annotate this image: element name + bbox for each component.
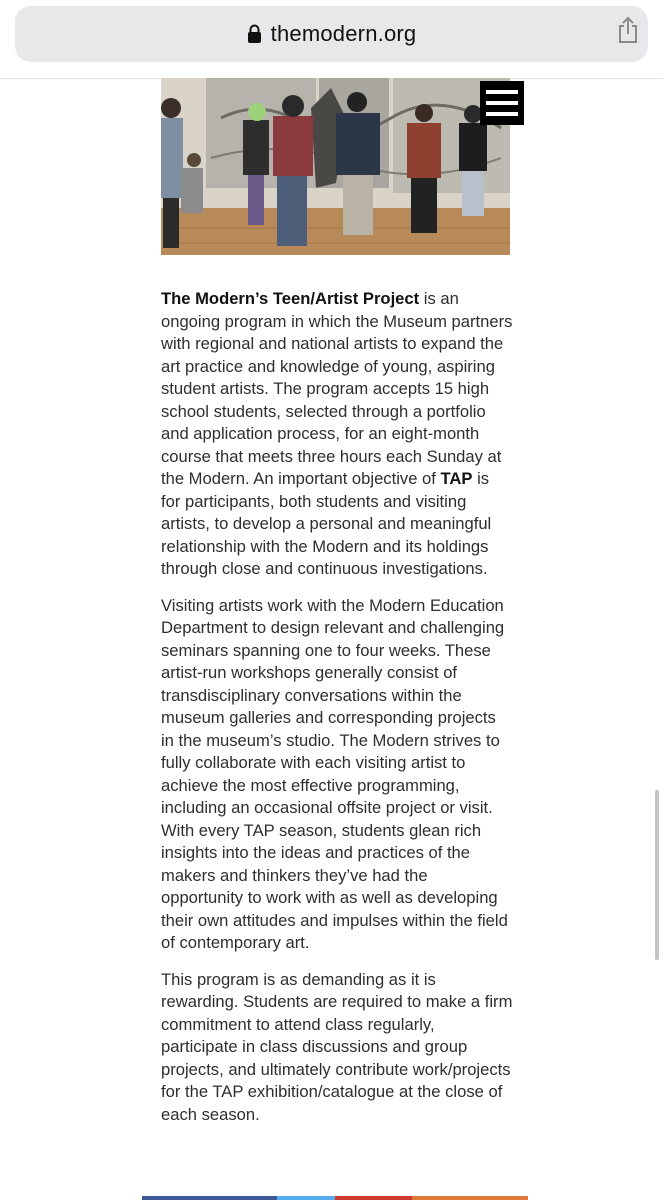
paragraph-visiting-artists: Visiting artists work with the Modern Education Department to design relevant and challenging seminars spanning one to four weeks. These artist-run workshops generally consist of transdisciplinary conversations within the museum galleries and corresponding projects in the museum’s studio. The Modern strives to fully collaborate with each visiting artist to achieve the most effective programming, including an occasional offsite project or visit. With every TAP season, students glean rich insights into the ideas and practices of the makers and thinkers they’ve had the opportunity to work with as well as developing their own attitudes and impulses within the field of contemporary art. — [161, 595, 508, 952]
intro-text-a: is an ongoing program in which the Museum partners with regional and national artists to expand the art practice and knowledge of young, aspiring student artists. The program accepts 15 high school students, selected through a portfolio and application process, for an eight-month course that meets three hours each Sunday at the Modern. An important objective of — [161, 289, 513, 488]
paragraph-commitment: This program is as demanding as it is rewarding. Students are required to make a firm commitment to attend class regularly, participate in class discussions and group projects, and ultimately contribute work/projects for the TAP exhibition/catalogue at the close of each season. — [161, 969, 513, 1124]
share-icon[interactable] — [615, 16, 641, 44]
social-share-strip[interactable] — [142, 1196, 528, 1200]
hero-image — [161, 78, 510, 255]
intro-text-b: is for participants, both students and visiting artists, to develop a personal and meaningful relationship with the Modern and its holdings through close and continuous investigations. — [161, 469, 492, 578]
menu-bar — [486, 112, 518, 116]
article-body — [161, 288, 513, 1140]
tap-acronym: TAP — [440, 469, 473, 488]
menu-bar — [486, 101, 518, 105]
url-text[interactable]: themodern.org — [270, 21, 417, 46]
scroll-indicator[interactable] — [655, 790, 659, 960]
paragraph-intro — [161, 288, 513, 581]
lock-icon — [247, 24, 262, 44]
menu-bar — [486, 90, 518, 94]
hamburger-menu-icon[interactable] — [480, 81, 524, 125]
program-name: The Modern’s Teen/Artist Project — [161, 289, 420, 308]
address-bar[interactable] — [15, 6, 648, 62]
browser-chrome — [0, 0, 663, 79]
